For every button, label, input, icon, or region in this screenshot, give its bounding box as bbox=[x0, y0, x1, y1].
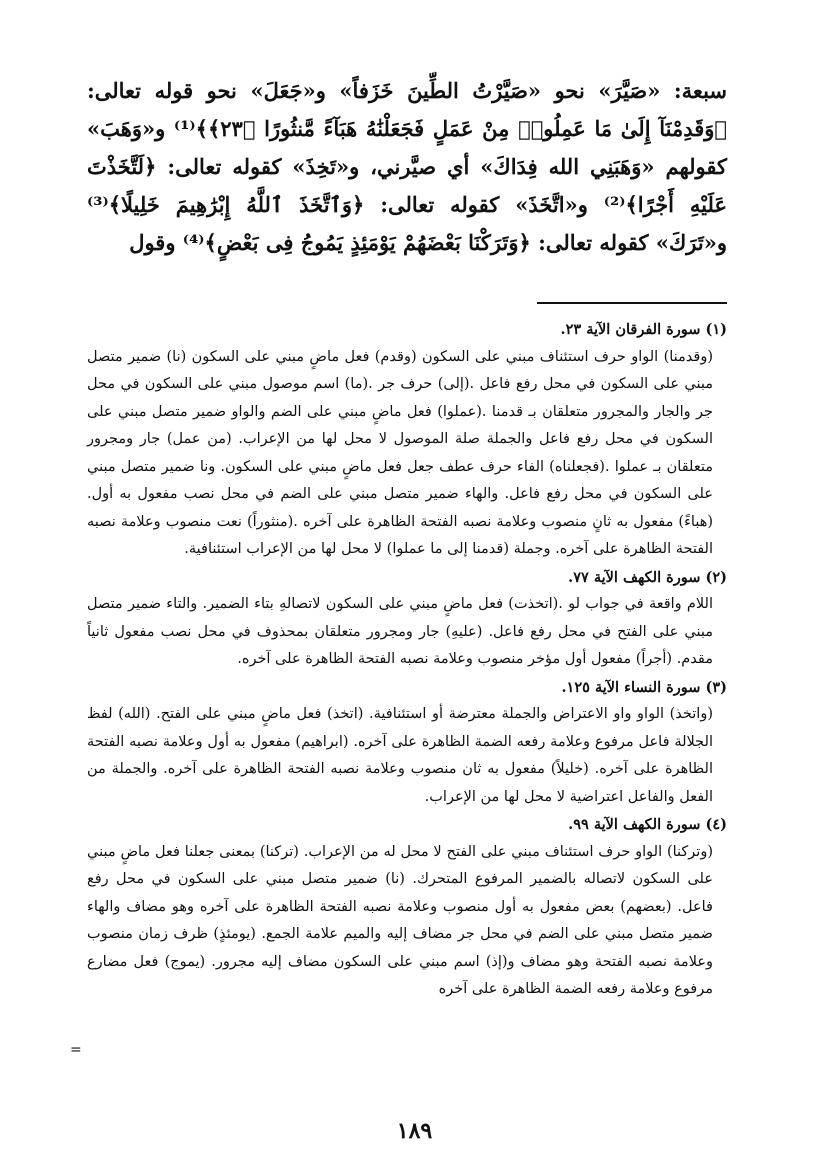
footnote-ref-4: (٤) سورة الكهف الآية ٩٩. bbox=[568, 816, 727, 833]
footnote-text-3: (واتخذ) الواو واو الاعتراض والجملة معترضة أو استئنافية. (اتخذ) فعل ماضٍ مبني على الفتح. (الله) لفظ الجلالة فاعل مرفوع وعلامة رفعه الضمة الظاهرة على آخره. (ابراهيم) مفعول به أول وعلامة نصبه الفتحة الظاهرة على آخره. (خليلاً) مفعول به ثان منصوب وعلامة نصبه الفتحة الظاهرة على آخره. والجملة من الفعل والفاعل اعتراضية لا محل لها من الإعراب. bbox=[87, 706, 713, 805]
main-text bbox=[87, 72, 727, 262]
page-number: ١٨٩ bbox=[396, 1118, 433, 1144]
footnote-text-4: (وتركنا) الواو حرف استئناف مبني على الفتح لا محل له من الإعراب. (تركنا) بمعنى جعلنا فعل ماضٍ مبني على السكون لاتصاله بالضمير المرفوع المتحرك. (نا) ضمير متصل مبني على السكون في محل رفع فاعل. (بعضهم) بعض مفعول به أول منصوب وعلامة نصبه الفتحة الظاهرة على آخره وهو مضاف والهاء ضمير متصل مبني على الضم في محل جر مضاف إليه والميم علامة الجمع. (يومئذٍ) ظرف زمان منصوب وعلامة نصبه الفتحة وهو مضاف و(إذ) اسم مبني على السكون مضاف إليه مجرور. (يموج) فعل مضارع مرفوع وعلامة رفعه الضمة الظاهرة على آخره bbox=[87, 843, 713, 997]
continuation-mark: = bbox=[70, 1042, 82, 1058]
footnote-ref-1: (١) سورة الفرقان الآية ٢٣. bbox=[560, 321, 727, 338]
footnote-text-1: (وقدمنا) الواو حرف استئناف مبني على السكون (وقدم) فعل ماضٍ مبني على السكون (نا) ضمير متصل مبني على السكون في محل رفع فاعل .(إلى) حرف جر .(ما) اسم موصول مبني على السكون في محل جر والجار والمجرور متعلقان بـ قدمنا .(عملوا) فعل ماضٍ مبني على الضم والواو ضمير متصل مبني على السكون في محل رفع فاعل والجملة صلة الموصول لا محل لها من الإعراب. (من عمل) جار ومجرور متعلقان بـ عملوا .(فجعلناه) الفاء حرف عطف جعل فعل ماضٍ مبني على السكون. ونا ضمير متصل مبني على السكون في محل رفع فاعل. والهاء ضمير متصل مبني على الضم في محل نصب مفعول به أول. (هباءً) مفعول به ثانٍ منصوب وعلامة نصبه الفتحة الظاهرة على آخره .(منثوراً) نعت منصوب وعلامة نصبه الفتحة الظاهرة على آخره. وجملة (قدمنا إلى ما عملوا) لا محل لها من الإعراب استئنافية. bbox=[87, 348, 713, 557]
footnote-ref-3: (٣) سورة النساء الآية ١٢٥. bbox=[561, 678, 727, 696]
footnote-separator bbox=[537, 302, 727, 304]
main-paragraph: سبعة: «صَيَّرَ» نحو «صَيَّرْتُ الطِّينَ خَزَفاً» و«جَعَلَ» نحو قوله تعالى: ﴿وَقَدِمْنَآ إِلَىٰ مَا عَمِلُوا۟ مِنْ عَمَلٍ فَجَعَلْنَٰهُ هَبَآءً مَّنثُورًا ﴿٢٣﴾﴾⁽¹⁾ و«وَهَبَ» كقولهم «وَهَبَنِي الله فِدَاكَ» أي صيَّرني، و«تَخِذَ» كقوله تعالى: ﴿لَتَّخَذْتَ عَلَيْهِ أَجْرًا﴾⁽²⁾ و«اتَّخَذَ» كقوله تعالى: ﴿وَٱتَّخَذَ ٱللَّهُ إِبْرَٰهِيمَ خَلِيلًا﴾⁽³⁾ و«تَرَكَ» كقوله تعالى: ﴿وَتَرَكْنَا بَعْضَهُمْ يَوْمَئِذٍ يَمُوجُ فِى بَعْضٍ﴾⁽⁴⁾ وقول bbox=[87, 78, 728, 255]
footnotes bbox=[87, 316, 727, 1004]
footnote-text-2: اللام واقعة في جواب لو .(اتخذت) فعل ماضٍ مبني على السكون لاتصالهِ بتاء الضمير. والتاء ضمير متصل مبني على الفتح في محل رفع فاعل. (عليهِ) جار ومجرور متعلقان بمحذوف في محل نصب مفعول ثانياً مقدم. (أجراً) مفعول أول مؤخر منصوب وعلامة نصبه الفتحة الظاهرة على آخره. bbox=[87, 596, 713, 667]
footnote-ref-2: (٢) سورة الكهف الآية ٧٧. bbox=[568, 568, 727, 586]
